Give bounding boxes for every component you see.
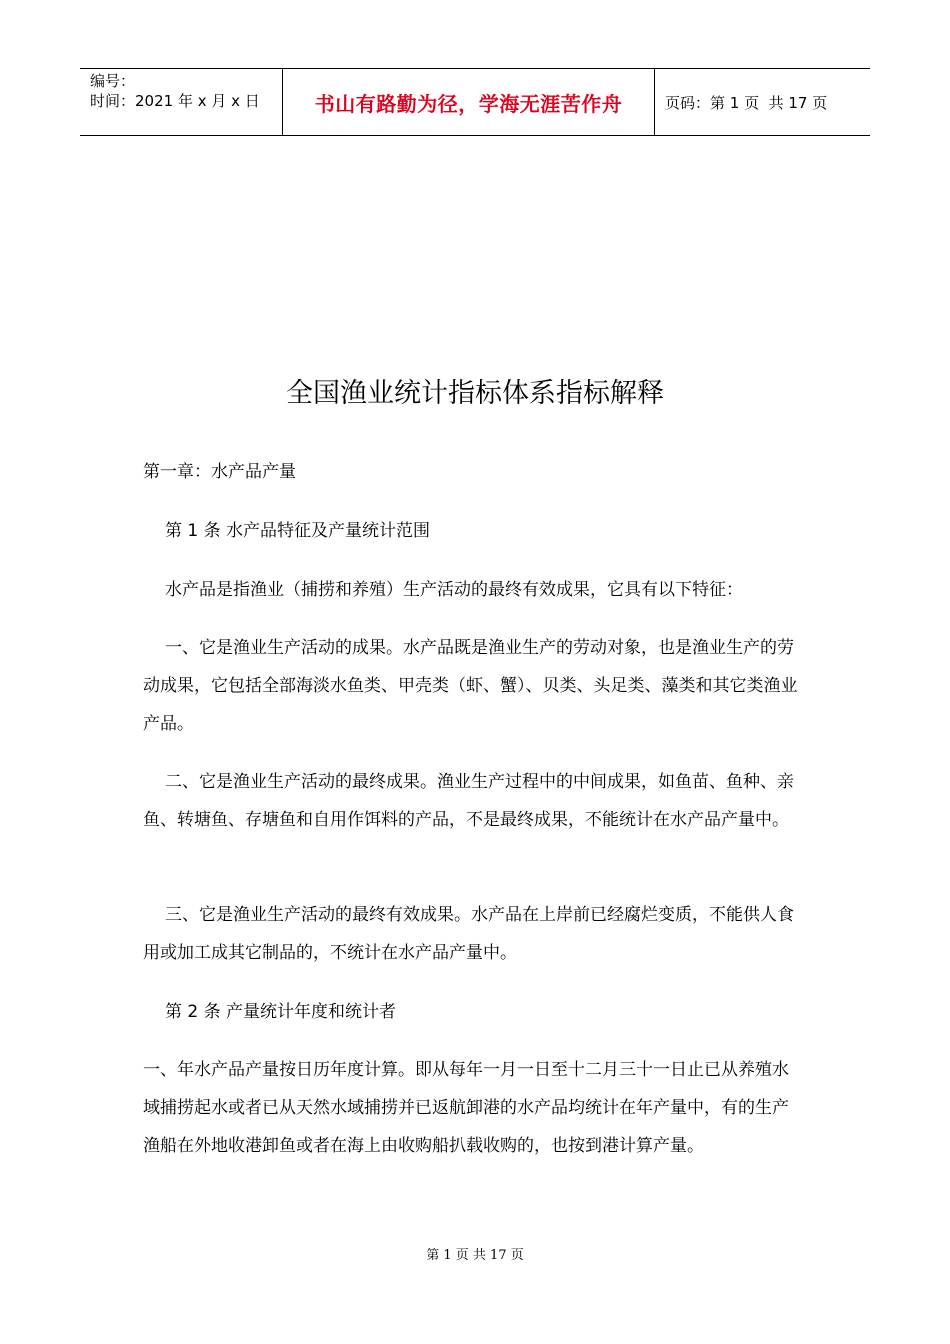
article-1-heading: 第 1 条 水产品特征及产量统计范围	[165, 521, 431, 541]
header-meta	[80, 69, 282, 135]
chapter-heading: 第一章：水产品产量	[143, 462, 296, 482]
paragraph-intro: 水产品是指渔业（捕捞和养殖）生产活动的最终有效成果，它具有以下特征：	[165, 580, 743, 600]
page-footer: 第 1 页 共 17 页	[426, 1248, 524, 1263]
header-page-info-cell	[655, 69, 870, 135]
paragraph-article-2-point-1: 一、年水产品产量按日历年度计算。即从每年一月一日至十二月三十一日止已从养殖水域捕捞起水或者已从天然水域捕捞并已返航卸港的水产品均统计在年产量中，有的生产渔船在外地收港卸鱼或者在海上由收购船扒载收购的，也按到港计算产量。	[143, 1060, 789, 1156]
number-label: 编号：	[90, 72, 136, 90]
page-info: 页码：第 1 页 共 17 页	[665, 93, 828, 112]
header-motto-cell	[282, 69, 655, 135]
paragraph-point-1: 一、它是渔业生产活动的成果。水产品既是渔业生产的劳动对象，也是渔业生产的劳动成果，它包括全部海淡水鱼类、甲壳类（虾、蟹）、贝类、头足类、藻类和其它类渔业产品。	[143, 638, 798, 734]
article-2-heading: 第 2 条 产量统计年度和统计者	[165, 1002, 397, 1022]
header-table	[80, 68, 870, 136]
paragraph-point-2: 二、它是渔业生产活动的最终成果。渔业生产过程中的中间成果，如鱼苗、鱼种、亲鱼、转塘鱼、存塘鱼和自用作饵料的产品，不是最终成果，不能统计在水产品产量中。	[143, 772, 794, 830]
paragraph-point-3: 三、它是渔业生产活动的最终有效成果。水产品在上岸前已经腐烂变质，不能供人食用或加工成其它制品的，不统计在水产品产量中。	[143, 905, 794, 963]
document-title: 全国渔业统计指标体系指标解释	[286, 378, 664, 409]
motto-text: 书山有路勤为径，学海无涯苦作舟	[314, 91, 623, 116]
date-label: 时间：2021 年 x 月 x 日	[90, 92, 260, 110]
